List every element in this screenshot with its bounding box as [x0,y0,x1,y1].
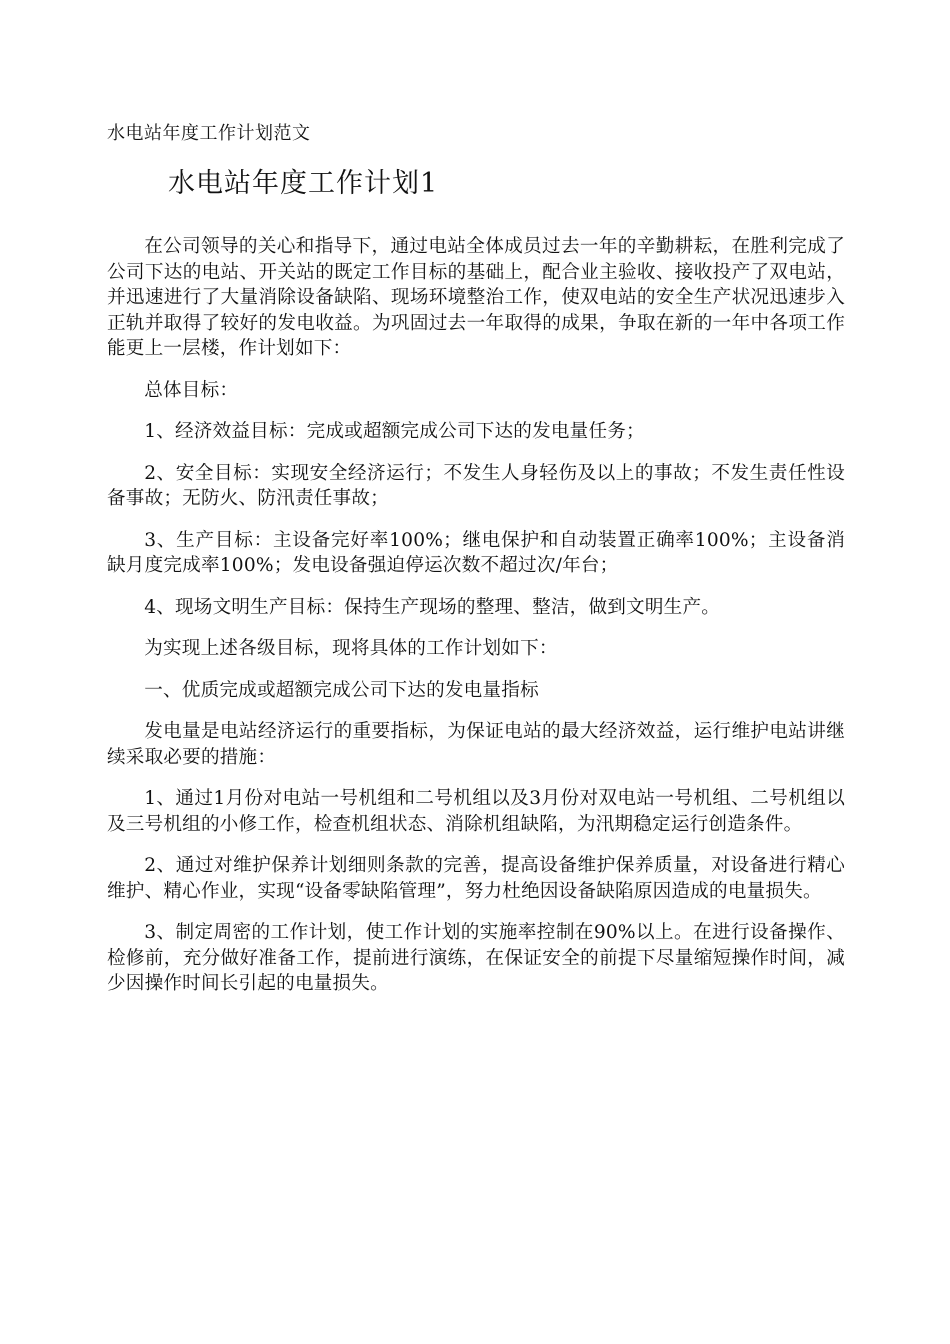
paragraph-intro: 在公司领导的关心和指导下，通过电站全体成员过去一年的辛勤耕耘，在胜利完成了公司下达的电站、开关站的既定工作目标的基础上，配合业主验收、接收投产了双电站，并迅速进行了大量消除设备缺陷、现场环境整治工作，使双电站的安全生产状况迅速步入正轨并取得了较好的发电收益。为巩固过去一年取得的成果，争取在新的一年中各项工作能更上一层楼，作计划如下： [107,236,845,359]
paragraph-goal-safety: 2、安全目标：实现安全经济运行；不发生人身轻伤及以上的事故；不发生责任性设备事故；无防火、防汛责任事故； [107,462,845,509]
paragraph-plan-intro: 为实现上述各级目标，现将具体的工作计划如下： [144,638,558,659]
paragraph-goal-economic: 1、经济效益目标：完成或超额完成公司下达的发电量任务； [144,421,645,442]
section-heading-1: 一、优质完成或超额完成公司下达的发电量指标 [144,679,539,701]
document-body [107,234,845,1013]
paragraph-power-output: 发电量是电站经济运行的重要指标，为保证电站的最大经济效益，运行维护电站讲继续采取必要的措施： [107,721,845,768]
document-header-label: 水电站年度工作计划范文 [107,123,311,144]
paragraph-goal-civilized: 4、现场文明生产目标：保持生产现场的整理、整洁，做到文明生产。 [144,596,721,618]
paragraph-measure-3: 3、制定周密的工作计划，使工作计划的实施率控制在90%以上。在进行设备操作、检修前，充分做好准备工作，提前进行演练，在保证安全的前提下尽量缩短操作时间，减少因操作时间长引起的电量损失。 [107,922,845,994]
document-title: 水电站年度工作计划1 [168,168,439,199]
paragraph-measure-1: 1、通过1月份对电站一号机组和二号机组以及3月份对双电站一号机组、二号机组以及三号机组的小修工作，检查机组状态、消除机组缺陷，为汛期稳定运行创造条件。 [107,788,845,835]
paragraph-measure-2: 2、通过对维护保养计划细则条款的完善，提高设备维护保养质量，对设备进行精心维护、精心作业，实现“设备零缺陷管理”，努力杜绝因设备缺陷原因造成的电量损失。 [107,855,845,902]
paragraph-overall-goals: 总体目标： [144,379,239,401]
paragraph-goal-production: 3、生产目标：主设备完好率100%；继电保护和自动装置正确率100%；主设备消缺月度完成率100%；发电设备强迫停运次数不超过次/年台； [107,529,845,576]
